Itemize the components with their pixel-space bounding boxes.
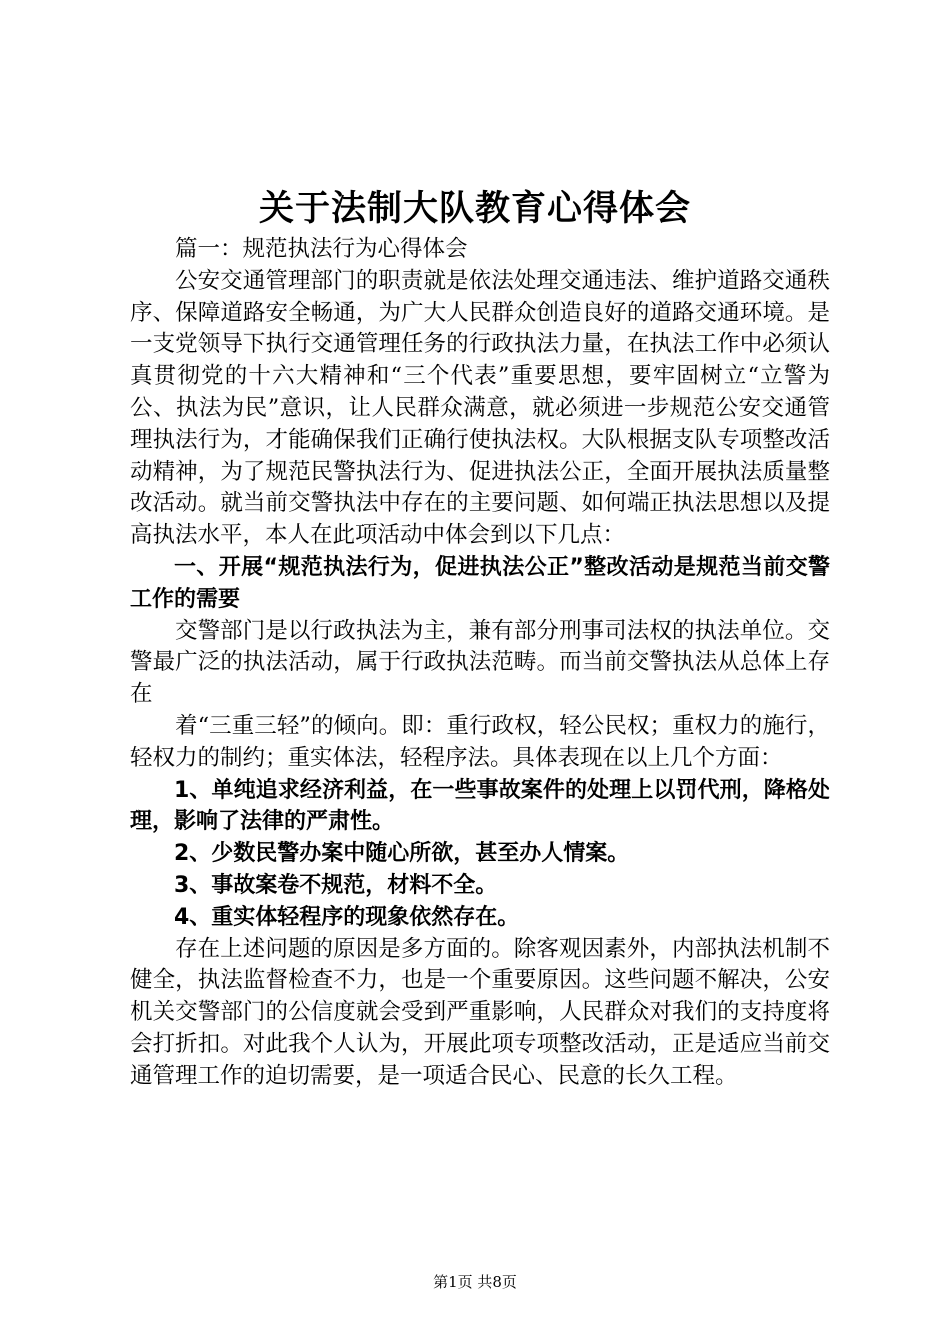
section-heading: 篇一：规范执法行为心得体会 <box>175 236 468 262</box>
page-number: 第1页 共8页 <box>433 1273 517 1291</box>
paragraph: 交警部门是以行政执法为主，兼有部分刑事司法权的执法单位。交警最广泛的执法活动，属于行政执法范畴。而当前交警执法从总体上存在 <box>130 617 830 708</box>
list-item: 2、少数民警办案中随心所欲，甚至办人情案。 <box>174 841 630 867</box>
paragraph: 存在上述问题的原因是多方面的。除客观因素外，内部执法机制不健全，执法监督检查不力，也是一个重要原因。这些问题不解决，公安机关交警部门的公信度就会受到严重影响，人民群众对我们的支持度将会打折扣。对此我个人认为，开展此项专项整改活动，正是适应当前交通管理工作的迫切需要，是一项适合民心、民意的长久工程。 <box>130 935 830 1089</box>
paragraph: 公安交通管理部门的职责就是依法处理交通违法、维护道路交通秩序、保障道路安全畅通，为广大人民群众创造良好的道路交通环境。是一支党领导下执行交通管理任务的行政执法力量，在执法工作中必须认真贯彻党的十六大精神和“三个代表”重要思想，要牢固树立“立警为公、执法为民”意识，让人民群众满意，就必须进一步规范公安交通管理执法行为，才能确保我们正确行使执法权。大队根据支队专项整改活动精神，为了规范民警执法行为、促进执法公正，全面开展执法质量整改活动。就当前交警执法中存在的主要问题、如何端正执法思想以及提高执法水平，本人在此项活动中体会到以下几点： <box>130 267 830 549</box>
document-body <box>130 234 830 1093</box>
list-item: 1、单纯追求经济利益，在一些事故案件的处理上以罚代刑，降格处理，影响了法律的严肃性。 <box>130 777 830 835</box>
bold-heading: 一、开展“规范执法行为，促进执法公正”整改活动是规范当前交警工作的需要 <box>130 554 830 612</box>
document-title: 关于法制大队教育心得体会 <box>258 189 691 229</box>
paragraph: 着“三重三轻”的倾向。即：重行政权，轻公民权；重权力的施行，轻权力的制约；重实体法，轻程序法。具体表现在以上几个方面： <box>130 712 830 771</box>
list-item: 3、事故案卷不规范，材料不全。 <box>174 872 498 898</box>
list-item: 4、重实体轻程序的现象依然存在。 <box>174 904 520 930</box>
